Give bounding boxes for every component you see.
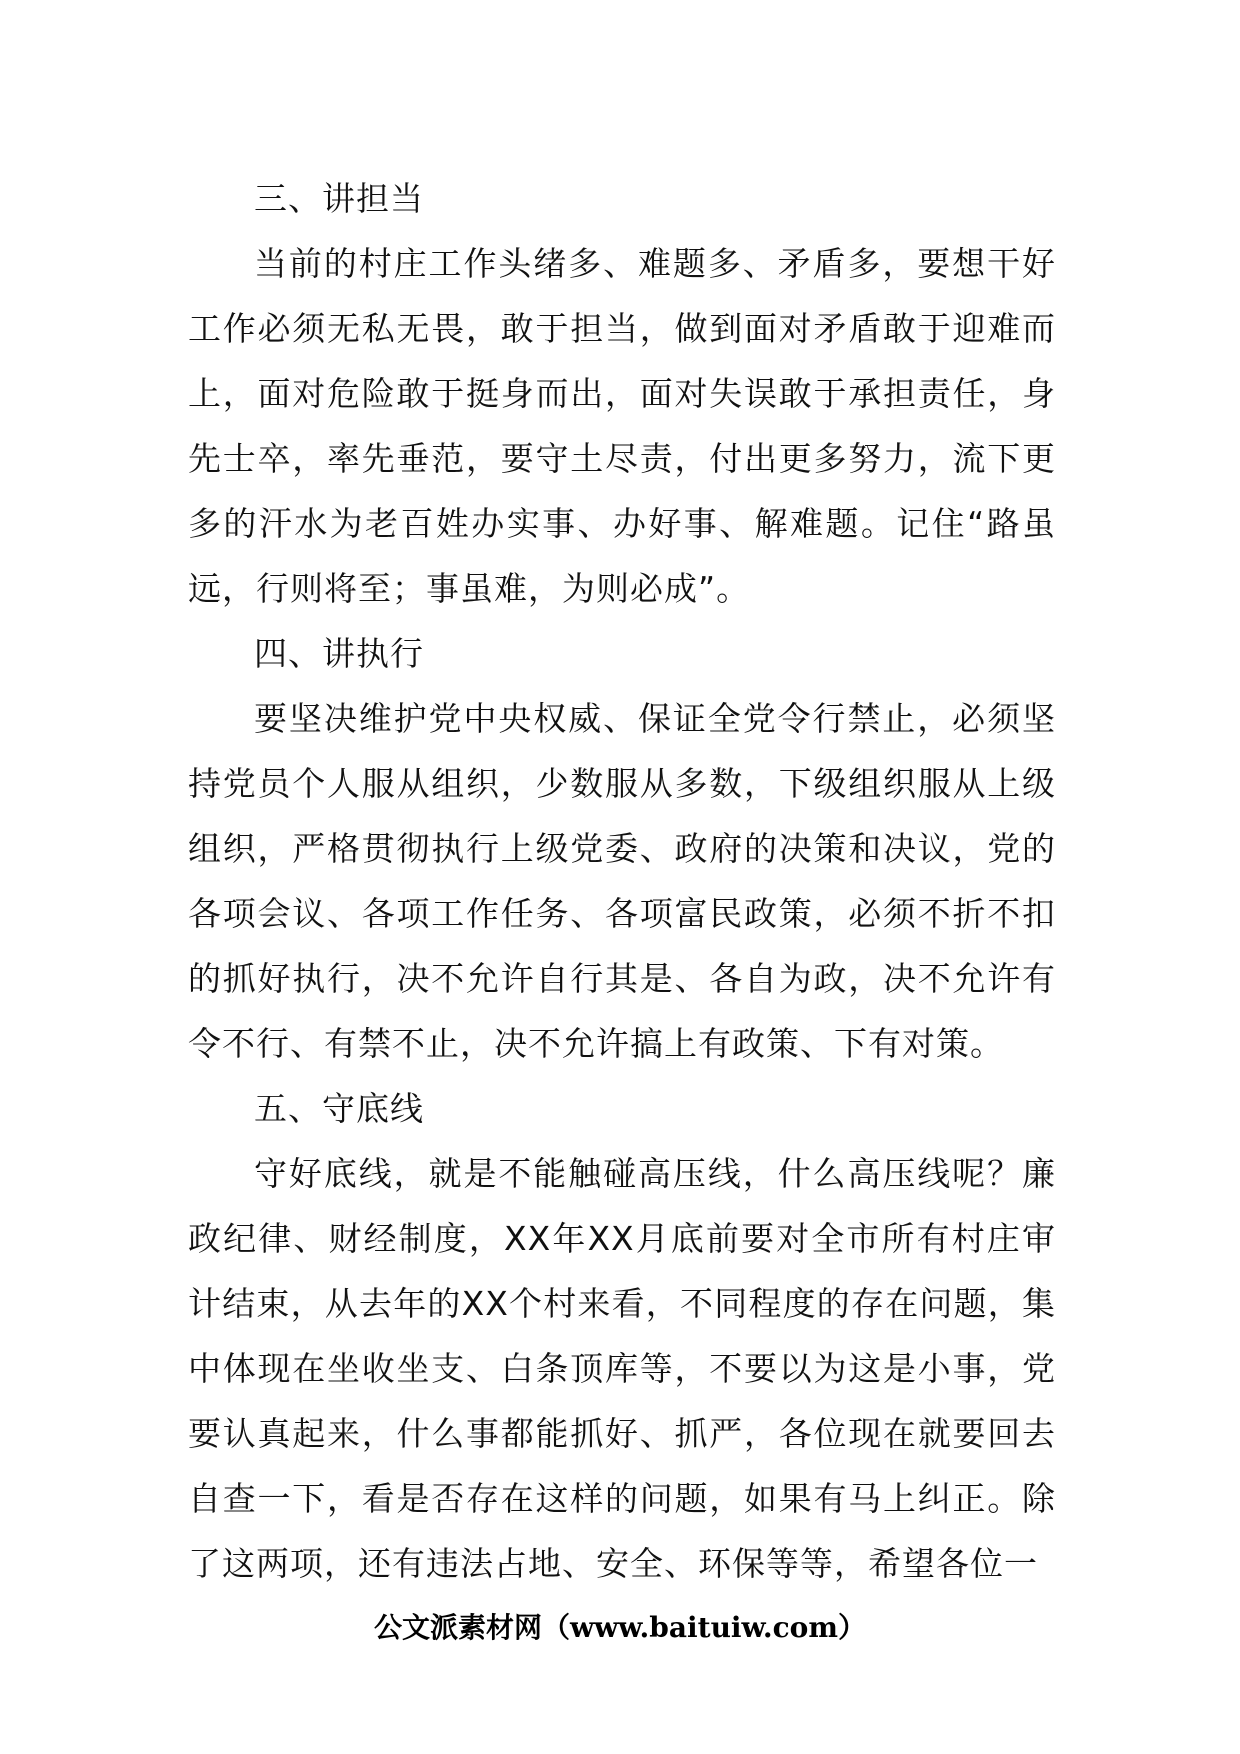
document-body [188, 166, 1056, 1596]
footer-watermark: 公文派素材网（www.baituiw.com） [374, 1611, 866, 1644]
section-paragraph-4: 要坚决维护党中央权威、保证全党令行禁止，必须坚持党员个人服从组织，少数服从多数，下级组织服从上级组织，严格贯彻执行上级党委、政府的决策和决议，党的各项会议、各项工作任务、各项富民政策，必须不折不扣的抓好执行，决不允许自行其是、各自为政，决不允许有令不行、有禁不止，决不允许搞上有政策、下有对策。 [188, 699, 1056, 1063]
section-heading-5: 五、守底线 [254, 1089, 424, 1128]
section-heading-3: 三、讲担当 [254, 179, 424, 218]
section-paragraph-5: 守好底线，就是不能触碰高压线，什么高压线呢？廉政纪律、财经制度，XX年XX月底前要对全市所有村庄审计结束，从去年的XX个村来看，不同程度的存在问题，集中体现在坐收坐支、白条顶库等，不要以为这是小事，党要认真起来，什么事都能抓好、抓严，各位现在就要回去自查一下，看是否存在这样的问题，如果有马上纠正。除了这两项，还有违法占地、安全、环保等等，希望各位一 [188, 1154, 1056, 1583]
section-paragraph-3: 当前的村庄工作头绪多、难题多、矛盾多，要想干好工作必须无私无畏，敢于担当，做到面对矛盾敢于迎难而上，面对危险敢于挺身而出，面对失误敢于承担责任，身先士卒，率先垂范，要守土尽责，付出更多努力，流下更多的汗水为老百姓办实事、办好事、解难题。记住“路虽远，行则将至；事虽难，为则必成”。 [188, 244, 1056, 608]
section-heading-4: 四、讲执行 [254, 634, 424, 673]
